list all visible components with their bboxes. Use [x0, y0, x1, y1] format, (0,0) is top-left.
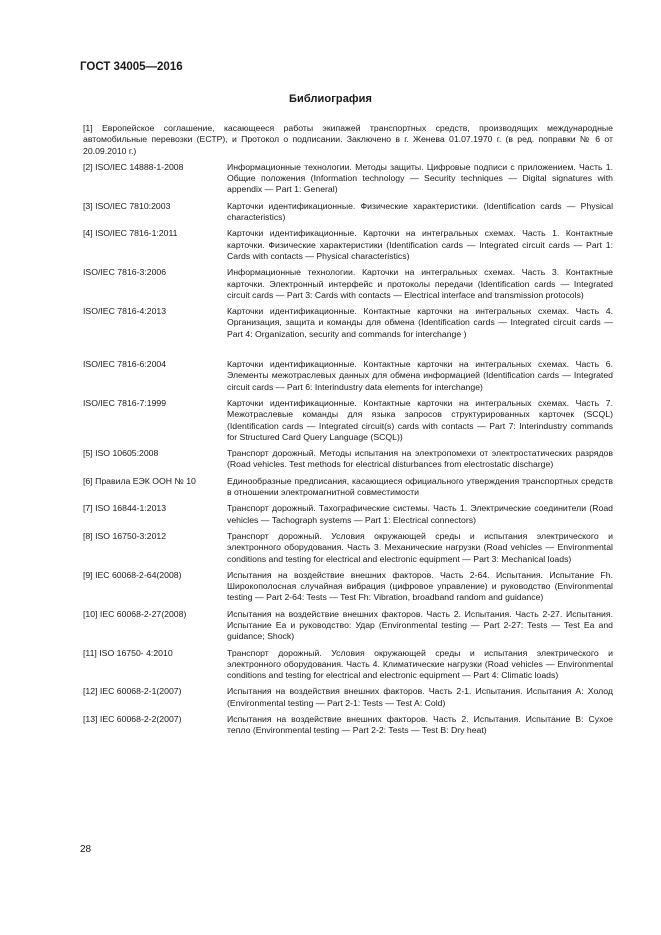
entry-reference: [12] IEC 60068-2-1(2007): [83, 686, 182, 697]
bibliography-entry: [83, 648, 613, 682]
document-header: ГОСТ 34005—2016: [80, 61, 183, 73]
entry-text: Испытания на воздействие внешних факторов. Часть 2-64. Испытания. Испытание Fh. Широкополосная случайная вибрация (цифровое управление) и руководство (Environmental testing — Part 2-64: Tests — Test Fh: Vibration, broadband random and guidance): [227, 569, 613, 603]
entry-text: Карточки идентификационные. Контактные карточки на интегральных схемах. Часть 7. Межотраслевые команды для языка запросов структурированных карточек (SCQL) (Identification cards — Integrated circuit(s) cards with contacts — Part 7: Interindustry commands for Structured Card Query Language (SCQL)): [227, 397, 613, 442]
bibliography-entry: [83, 306, 613, 340]
entry-text: Испытания на воздействие внешних факторов. Часть 2. Испытания. Испытание В: Сухое тепло (Environmental testing — Part 2-2: Tests — Test B: Dry heat): [227, 714, 613, 736]
bibliography-entry: [83, 123, 613, 157]
bibliography-list: [83, 123, 613, 742]
entry-text: Транспорт дорожный. Методы испытания на электропомехи от электростатических разрядов (Road vehicles. Test methods for electrical disturbances from electrostatic discharge): [227, 448, 613, 470]
bibliography-entry: [83, 609, 613, 643]
entry-text: Транспорт дорожный. Условия окружающей среды и испытания электрического и электронного оборудования. Часть 4. Климатические нагрузки (Road vehicles — Environmental conditions and testing for electrical and electronic equipment — Part 4: Climatic loads): [227, 647, 613, 681]
entry-text: [1] Европейское соглашение, касающееся работы экипажей транспортных средств, производящих международные автомобильные перевозки (ЕСТР), и Протокол о подписании. Заключено в г. Женева 01.07.1970 г. (в ред. поправки № 6 от 20.09.2010 г.): [83, 123, 613, 156]
entry-reference: [2] ISO/IEC 14888-1-2008: [83, 161, 184, 172]
bibliography-entry: [83, 267, 613, 301]
section-title: Библиография: [288, 93, 373, 105]
entry-reference: [3] ISO/IEC 7810:2003: [83, 200, 171, 211]
entry-text: Транспорт дорожный. Условия окружающей среды и испытания электрического и электронного оборудования. Часть 3. Механические нагрузки (Road vehicles — Environmental conditions and testing for electrical and electronic equipment — Part 3: Mechanical loads): [227, 530, 613, 564]
bibliography-entry: [83, 201, 613, 224]
entry-reference: [10] IEC 60068-2-27(2008): [83, 608, 187, 619]
entry-text: Карточки идентификационные. Контактные карточки на интегральных схемах. Часть 6. Элементы межотраслевых данных для обмена информацией (Identification cards — Integrated circuit cards — Part 6: Interindustry data elements for interchange): [227, 359, 613, 392]
entry-text: Карточки идентификационные. Карточки на интегральных схемах. Часть 1. Контактные карточки. Физические характеристики (Identification cards — Integrated circuit cards — Part 1: Cards with contacts — Physical characteristics): [227, 228, 613, 261]
entry-reference: [5] ISO 10605:2008: [83, 448, 159, 459]
entry-reference: [8] ISO 16750-3:2012: [83, 530, 167, 541]
page-number: 28: [80, 844, 92, 855]
entry-reference: [13] IEC 60068-2-2(2007): [83, 714, 182, 725]
entry-reference: ISO/IEC 7816-7:1999: [83, 397, 167, 408]
entry-reference: ISO/IEC 7816-3:2006: [83, 267, 167, 278]
bibliography-entry: [83, 531, 613, 565]
entry-text: Карточки идентификационные. Контактные карточки на интегральных схемах. Часть 4. Организация, защита и команды для обмена (Identification cards — Integrated circuit cards — Part 4: Organization, security and commands for interchange ): [227, 306, 613, 339]
bibliography-entry: [83, 570, 613, 604]
bibliography-entry: [83, 228, 613, 262]
entry-reference: [7] ISO 16844-1:2013: [83, 503, 167, 514]
entry-reference: [9] IEC 60068-2-64(2008): [83, 569, 182, 580]
entry-reference: ISO/IEC 7816-4:2013: [83, 306, 167, 317]
bibliography-entry: [83, 714, 613, 737]
bibliography-entry: [83, 476, 613, 499]
bibliography-entry: [83, 448, 613, 471]
entry-reference: [4] ISO/IEC 7816-1:2011: [83, 228, 178, 239]
entry-text: Информационные технологии. Методы защиты. Цифровые подписи с приложением. Часть 1. Общие положения (Information technology — Security techniques — Digital signatures with appendix — Part 1: General): [227, 161, 613, 195]
bibliography-entry: [83, 503, 613, 526]
entry-text: Единообразные предписания, касающиеся официального утверждения транспортных средств в отношении электромагнитной совместимости: [227, 475, 613, 498]
entry-text: Испытания на воздействия внешних факторов. Часть 2-1. Испытания. Испытания А: Холод (Environmental testing — Part 2-1: Tests — Test A: Cold): [227, 686, 613, 708]
entry-text: Испытания на воздействие внешних факторов. Часть 2. Испытания. Часть 2-27. Испытания. Испытание Еа и руководство: Удар (Environmental testing — Part 2-27: Tests — Test Ea and guidance; Shock): [227, 608, 613, 642]
bibliography-entry: [83, 359, 613, 393]
bibliography-entry: [83, 162, 613, 196]
entry-reference: ISO/IEC 7816-6:2004: [83, 359, 167, 370]
entry-text: Транспорт дорожный. Тахографические системы. Часть 1. Электрические соединители (Road vehicles — Tachograph systems — Part 1: Electrical connectors): [227, 503, 613, 525]
entry-text: Карточки идентификационные. Физические характеристики. (Identification cards — Physical characteristics): [227, 200, 613, 223]
entry-reference: [11] ISO 16750- 4:2010: [83, 647, 173, 658]
bibliography-entry: [83, 398, 613, 443]
entry-text: Информационные технологии. Карточки на интегральных схемах. Часть 3. Контактные карточки. Электронный интерфейс и протоколы передачи (Identification cards — Integrated circuit cards — Part 3: Cards with contacts — Electrical interface and transmission protocols): [227, 267, 613, 300]
bibliography-entry: [83, 686, 613, 709]
entry-reference: [6] Правила ЕЭК ООН № 10: [83, 475, 196, 486]
